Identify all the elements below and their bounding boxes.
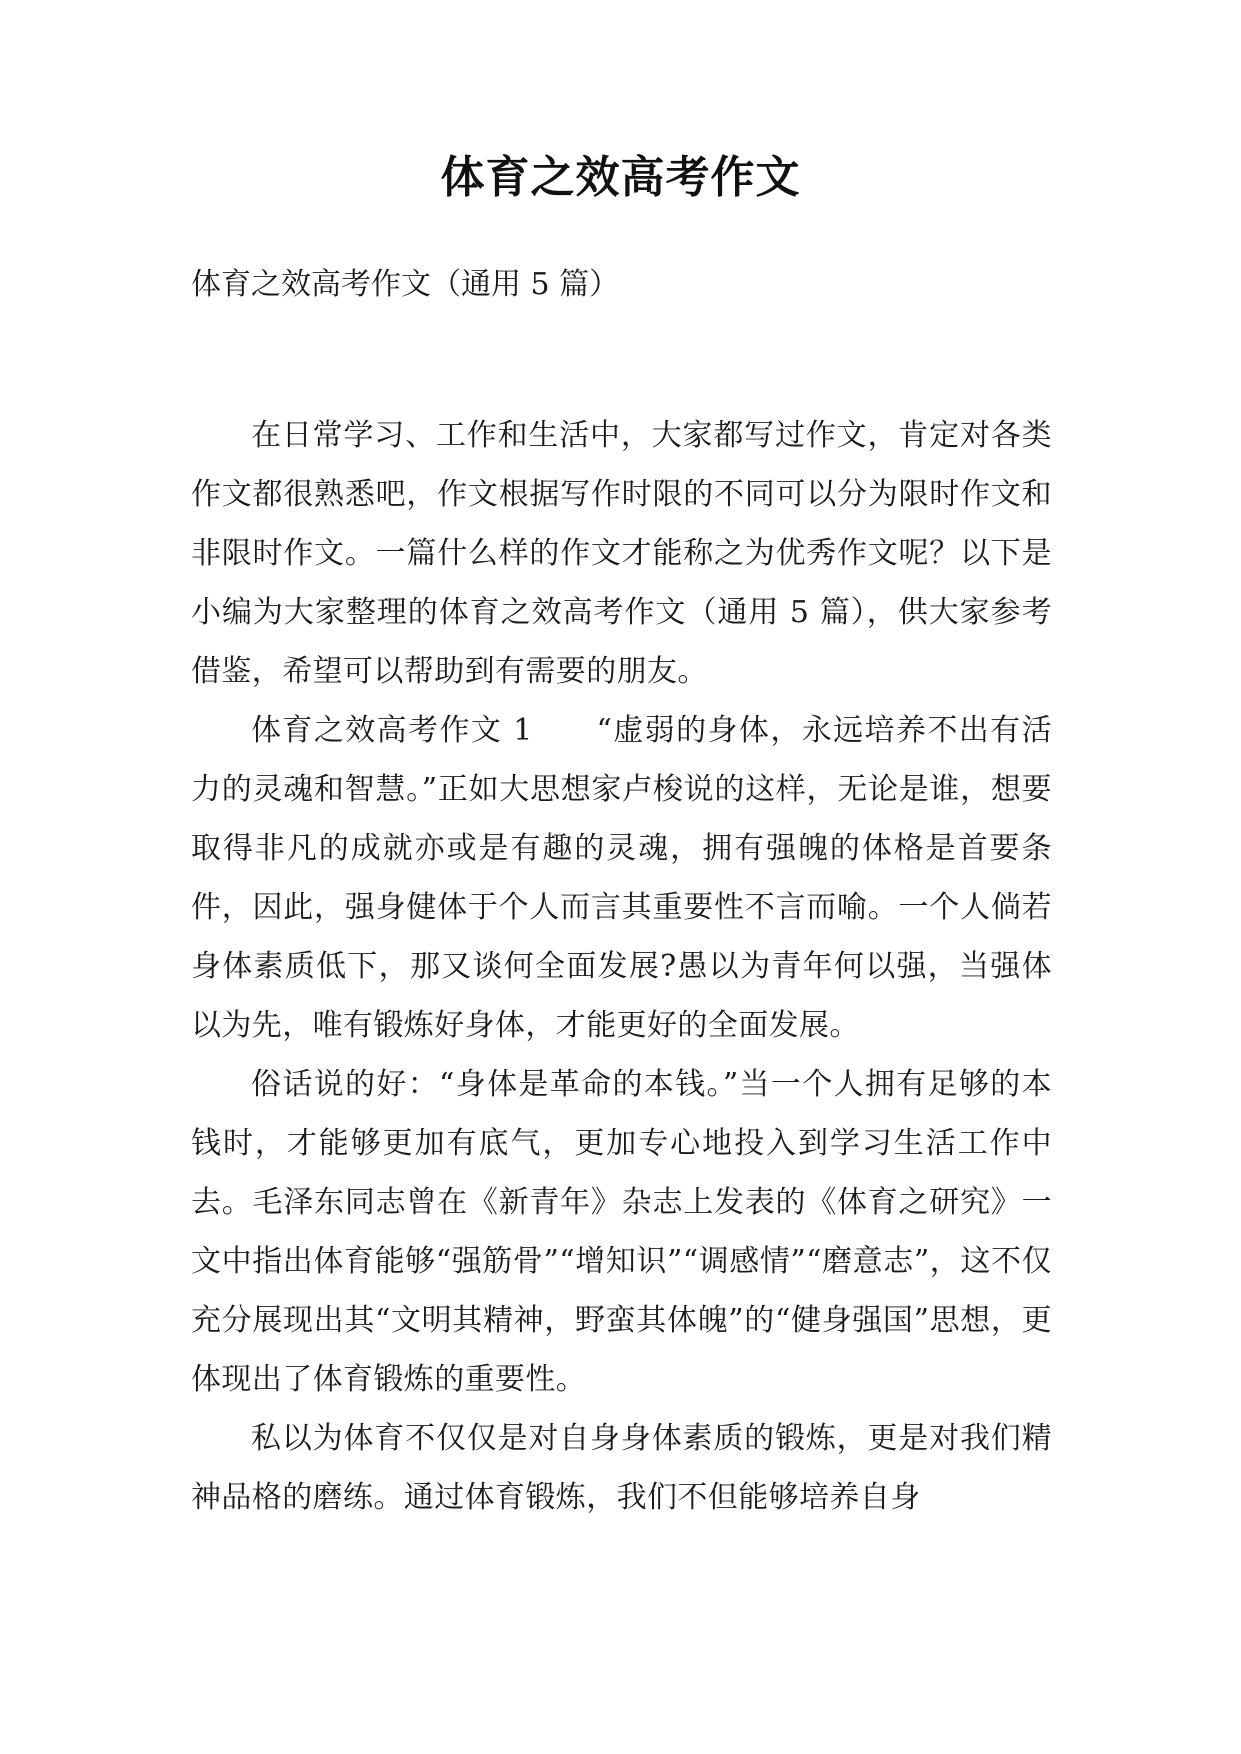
- paragraph-intro: 在日常学习、工作和生活中，大家都写过作文，肯定对各类作文都很熟悉吧，作文根据写作时限的不同可以分为限时作文和非限时作文。一篇什么样的作文才能称之为优秀作文呢？以下是小编为大家整理的体育之效高考作文（通用 5 篇），供大家参考借鉴，希望可以帮助到有需要的朋友。: [191, 418, 1052, 689]
- document-title: 体育之效高考作文: [440, 152, 801, 203]
- paragraph-proverb: 俗话说的好：“身体是革命的本钱。”当一个人拥有足够的本钱时，才能够更加有底气，更加专心地投入到学习生活工作中去。毛泽东同志曾在《新青年》杂志上发表的《体育之研究》一文中指出体育能够“强筋骨”“增知识”“调感情”“磨意志”，这不仅充分展现出其“文明其精神，野蛮其体魄”的“健身强国”思想，更体现出了体育锻炼的重要性。: [191, 1067, 1052, 1397]
- document-body: [191, 406, 1052, 1527]
- paragraph-essay-1: 体育之效高考作文 1 “虚弱的身体，永远培养不出有活力的灵魂和智慧。”正如大思想家卢梭说的这样，无论是谁，想要取得非凡的成就亦或是有趣的灵魂，拥有强魄的体格是首要条件，因此，强身健体于个人而言其重要性不言而喻。一个人倘若身体素质低下，那又谈何全面发展?愚以为青年何以强，当强体以为先，唯有锻炼好身体，才能更好的全面发展。: [191, 713, 1052, 1043]
- paragraph-opinion: 私以为体育不仅仅是对自身身体素质的锻炼，更是对我们精神品格的磨练。通过体育锻炼，我们不但能够培养自身: [191, 1421, 1052, 1515]
- document-subtitle: 体育之效高考作文（通用 5 篇）: [191, 267, 620, 302]
